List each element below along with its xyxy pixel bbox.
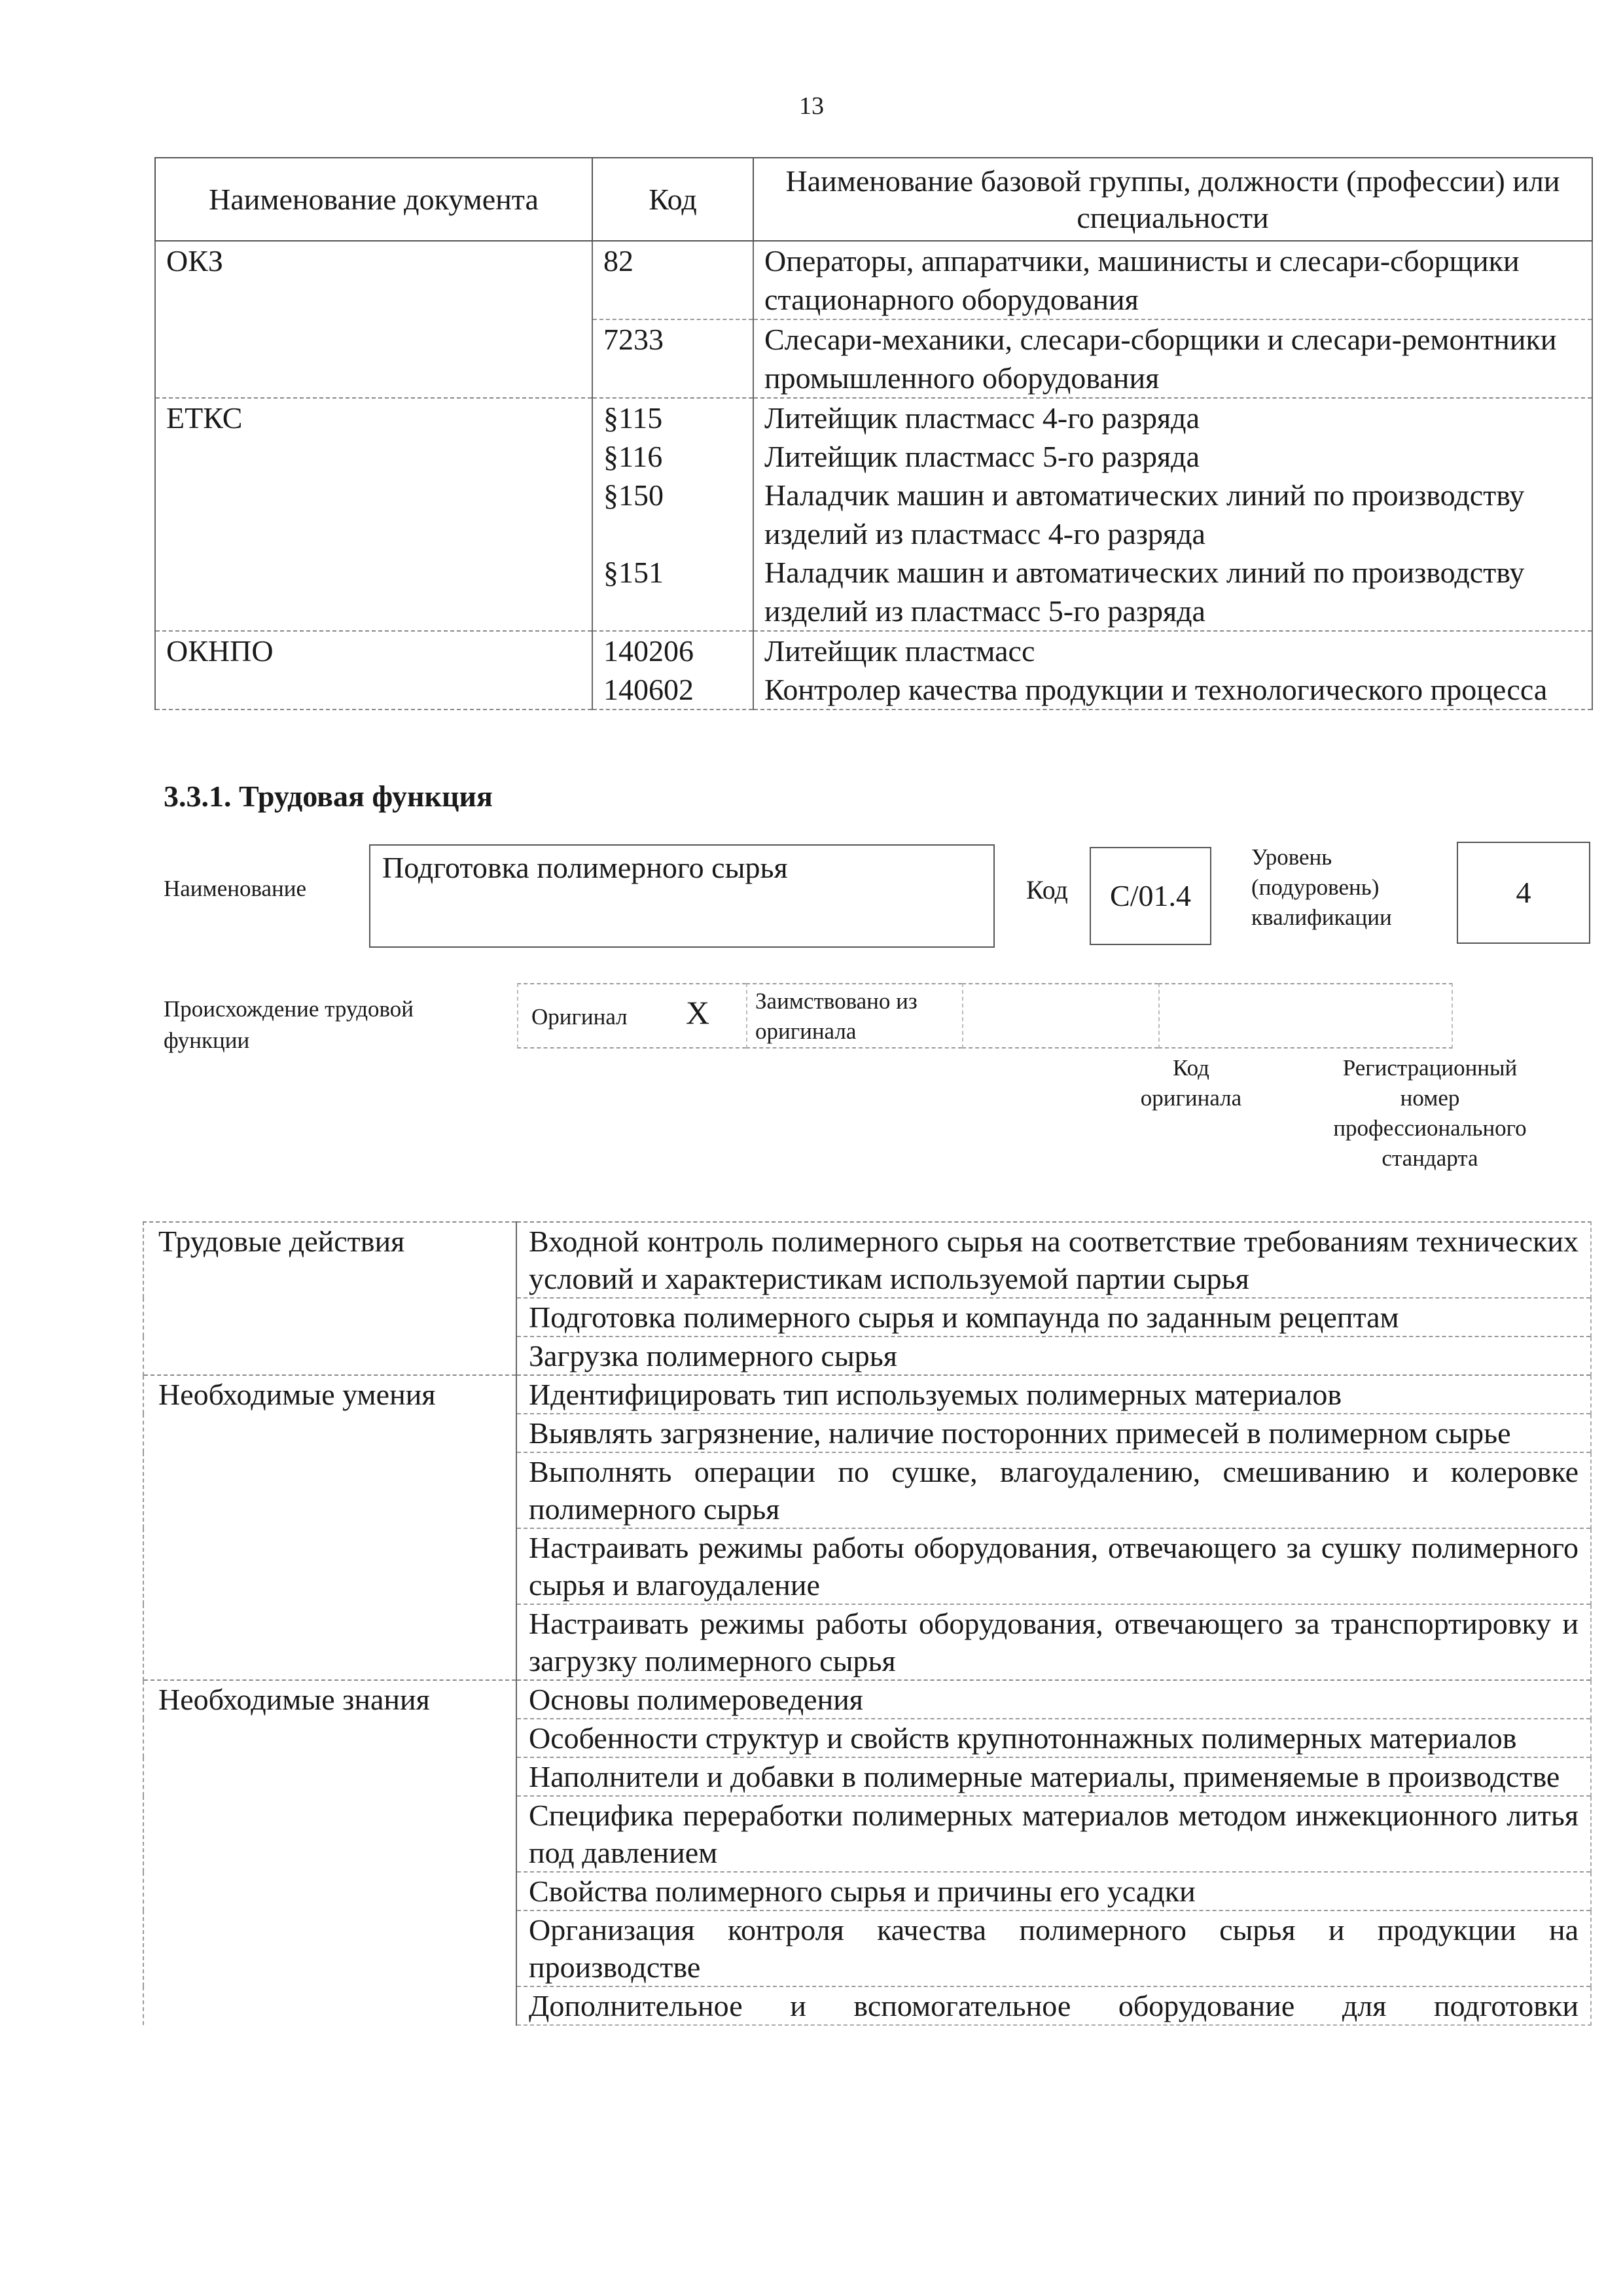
reg-caption-line-4: стандарта: [1382, 1145, 1478, 1171]
name-cell: Литейщик пластмасс 5-го разряда: [753, 437, 1592, 476]
reg-caption-line-3: профессионального: [1333, 1115, 1527, 1141]
code-cell: 82: [592, 241, 753, 319]
borrowed-label-line-1: Заимствовано из: [755, 988, 918, 1014]
code-label: Код: [1026, 875, 1068, 905]
header-code: Код: [592, 158, 753, 241]
origin-label-line-2: функции: [164, 1028, 250, 1053]
function-name-box: Подготовка полимерного сырья: [369, 844, 995, 948]
name-cell: Литейщик пластмасс: [753, 631, 1592, 670]
category-knowledge: Необходимые знания: [143, 1680, 516, 2025]
list-item: Подготовка полимерного сырья и компаунда по заданным рецептам: [516, 1298, 1591, 1336]
list-item: Настраивать режимы работы оборудования, отвечающего за сушку полимерного сырья и влагоудаление: [516, 1528, 1591, 1604]
list-item: Настраивать режимы работы оборудования, отвечающего за транспортировку и загрузку полимерного сырья: [516, 1604, 1591, 1680]
table-row: [155, 398, 1592, 437]
origin-cell-reg-number: [1158, 983, 1453, 1049]
list-item: Особенности структур и свойств крупнотоннажных полимерных материалов: [516, 1719, 1591, 1757]
list-item: Специфика переработки полимерных материалов методом инжекционного литья под давлением: [516, 1796, 1591, 1872]
doc-etks: ЕТКС: [155, 398, 592, 631]
function-code-box: C/01.4: [1090, 847, 1211, 945]
list-item: Загрузка полимерного сырья: [516, 1336, 1591, 1375]
name-label: Наименование: [164, 876, 307, 901]
code-cell: 140602: [592, 670, 753, 709]
labor-function-table: [143, 1221, 1592, 2026]
list-item: Дополнительное и вспомогательное оборудование для подготовки: [516, 1986, 1591, 2025]
table-header-row: [155, 158, 1592, 241]
code-caption-line-2: оригинала: [1140, 1085, 1242, 1111]
reg-caption-line-2: номер: [1400, 1085, 1460, 1111]
list-item: Выявлять загрязнение, наличие посторонних примесей в полимерном сырье: [516, 1414, 1591, 1452]
list-item: Организация контроля качества полимерного сырья и продукции на производстве: [516, 1910, 1591, 1986]
name-cell: Наладчик машин и автоматических линий по производству изделий из пластмасс 5-го разряда: [753, 553, 1592, 631]
code-cell: §151: [592, 553, 753, 631]
header-document: Наименование документа: [155, 158, 592, 241]
level-label-line-2: (подуровень): [1251, 874, 1380, 900]
header-name: Наименование базовой группы, должности (профессии) или специальности: [753, 158, 1592, 241]
origin-cell-code: [962, 983, 1158, 1049]
table-row: [143, 1222, 1591, 1298]
list-item: Выполнять операции по сушке, влагоудалению, смешиванию и колеровке полимерного сырья: [516, 1452, 1591, 1528]
code-cell: 140206: [592, 631, 753, 670]
section-title: 3.3.1. Трудовая функция: [164, 780, 493, 813]
classification-table: [154, 157, 1593, 710]
table-row: [143, 1680, 1591, 1719]
code-cell: §116: [592, 437, 753, 476]
list-item: Свойства полимерного сырья и причины его усадки: [516, 1872, 1591, 1910]
name-cell: Контролер качества продукции и технологического процесса: [753, 670, 1592, 709]
name-cell: Наладчик машин и автоматических линий по производству изделий из пластмасс 4-го разряда: [753, 476, 1592, 553]
name-cell: Операторы, аппаратчики, машинисты и слесари-сборщики стационарного оборудования: [753, 241, 1592, 319]
level-label-line-3: квалификации: [1251, 905, 1392, 930]
qualification-level-box: 4: [1457, 842, 1590, 944]
code-cell: §150: [592, 476, 753, 553]
list-item: Наполнители и добавки в полимерные материалы, применяемые в производстве: [516, 1757, 1591, 1796]
borrowed-label-line-2: оригинала: [755, 1018, 857, 1044]
original-mark: X: [686, 994, 710, 1031]
doc-oknpo: ОКНПО: [155, 631, 592, 709]
list-item: Идентифицировать тип используемых полимерных материалов: [516, 1375, 1591, 1414]
table-row: [155, 631, 1592, 670]
original-label: Оригинал: [531, 1004, 628, 1030]
list-item: Входной контроль полимерного сырья на соответствие требованиям технических условий и характеристикам используемой партии сырья: [516, 1222, 1591, 1298]
category-actions: Трудовые действия: [143, 1222, 516, 1375]
code-caption-line-1: Код: [1173, 1055, 1209, 1081]
name-cell: Слесари-механики, слесари-сборщики и слесари-ремонтники промышленного оборудования: [753, 319, 1592, 398]
level-label-line-1: Уровень: [1251, 844, 1332, 870]
reg-caption-line-1: Регистрационный: [1342, 1055, 1518, 1081]
table-row: [155, 241, 1592, 319]
category-skills: Необходимые умения: [143, 1375, 516, 1680]
code-cell: 7233: [592, 319, 753, 398]
code-cell: §115: [592, 398, 753, 437]
origin-label-line-1: Происхождение трудовой: [164, 996, 414, 1022]
page-number: 13: [799, 92, 824, 120]
name-cell: Литейщик пластмасс 4-го разряда: [753, 398, 1592, 437]
list-item: Основы полимероведения: [516, 1680, 1591, 1719]
doc-okz: ОКЗ: [155, 241, 592, 398]
table-row: [143, 1375, 1591, 1414]
